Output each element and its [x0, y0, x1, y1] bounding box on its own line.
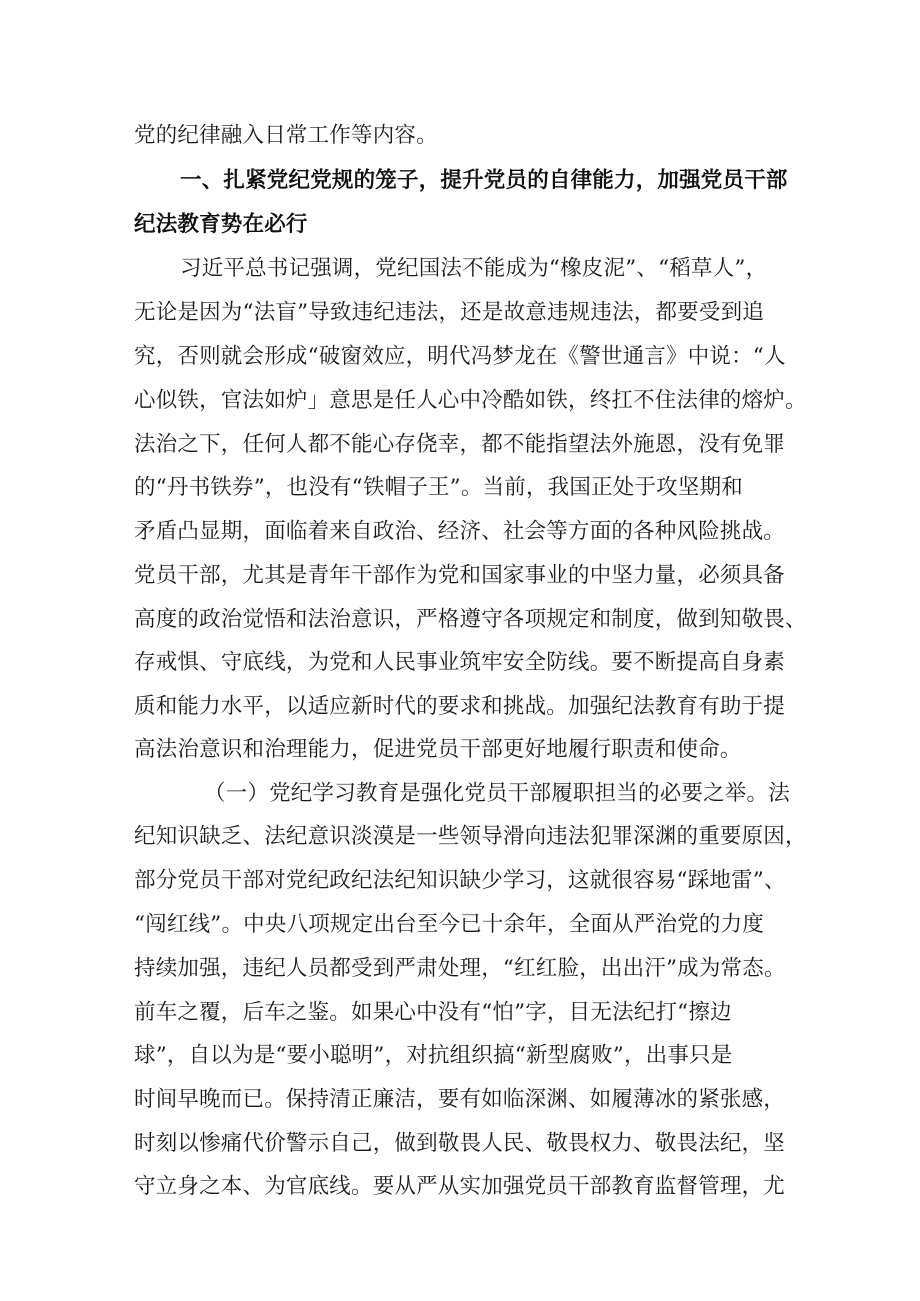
- paragraph-line-5: 心似铁，官法如炉」意思是任人心中冷酷如铁，终扛不住法律的熔炉。: [134, 388, 807, 413]
- paragraph-line-19: 前车之覆，后车之鉴。如果心中没有“怕”字，目无法纪打“擦边: [134, 1000, 732, 1025]
- paragraph-line-2: 习近平总书记强调，党纪国法不能成为“橡皮泥”、“稻草人”，: [180, 256, 768, 281]
- paragraph-line-16: 部分党员干部对党纪政纪法纪知识缺少学习，这就很容易“踩地雷”、: [134, 868, 786, 893]
- paragraph-line-1: 党的纪律融入日常工作等内容。: [134, 123, 438, 148]
- paragraph-line-15: 纪知识缺乏、法纪意识淡漠是一些领导滑向违法犯罪深渊的重要原因，: [134, 824, 807, 849]
- paragraph-line-7: 的“丹书铁券”，也没有“铁帽子王”。当前，我国正处于攻坚期和: [134, 475, 743, 500]
- paragraph-line-11: 存戒惧、守底线，为党和人民事业筑牢安全防线。要不断提高自身素: [134, 650, 786, 675]
- paragraph-line-10: 高度的政治觉悟和法治意识，严格遵守各项规定和制度，做到知敬畏、: [134, 607, 807, 632]
- paragraph-line-9: 党员干部，尤其是青年干部作为党和国家事业的中坚力量，必须具备: [134, 563, 786, 588]
- paragraph-line-17: “闯红线”。中央八项规定出台至今已十余年，全面从严治党的力度: [134, 912, 764, 937]
- paragraph-line-18: 持续加强，违纪人员都受到严肃处理，“红红脸，出出汗”成为常态。: [134, 956, 786, 981]
- section-heading-line-1: 一、扎紧党纪党规的笼子，提升党员的自律能力，加强党员干部: [180, 168, 788, 193]
- paragraph-line-13: 高法治意识和治理能力，促进党员干部更好地履行职责和使命。: [134, 737, 742, 762]
- paragraph-line-6: 法治之下，任何人都不能心存侥幸，都不能指望法外施恩，没有免罪: [134, 432, 786, 457]
- paragraph-line-22: 时刻以惨痛代价警示自己，做到敬畏人民、敬畏权力、敬畏法纪，坚: [134, 1131, 786, 1156]
- paragraph-line-20: 球”，自以为是“要小聪明”，对抗组织搞“新型腐败”，出事只是: [134, 1043, 733, 1068]
- paragraph-line-23: 守立身之本、为官底线。要从严从实加强党员干部教育监督管理，尤: [134, 1174, 786, 1199]
- paragraph-line-8: 矛盾凸显期，面临着来自政治、经济、社会等方面的各种风险挑战。: [134, 519, 786, 544]
- paragraph-line-12: 质和能力水平，以适应新时代的要求和挑战。加强纪法教育有助于提: [134, 694, 786, 719]
- paragraph-line-21: 时间早晚而已。保持清正廉洁，要有如临深渊、如履薄冰的紧张感，: [134, 1087, 786, 1112]
- paragraph-line-3: 无论是因为“法盲”导致违纪违法，还是故意违规违法，都要受到追: [134, 300, 764, 325]
- paragraph-line-14: （一）党纪学习教育是强化党员干部履职担当的必要之举。法: [204, 781, 790, 806]
- section-heading-line-2: 纪法教育势在必行: [134, 212, 308, 237]
- paragraph-line-4: 究，否则就会形成“破窗效应，明代冯梦龙在《警世通言》中说：“人: [134, 344, 786, 369]
